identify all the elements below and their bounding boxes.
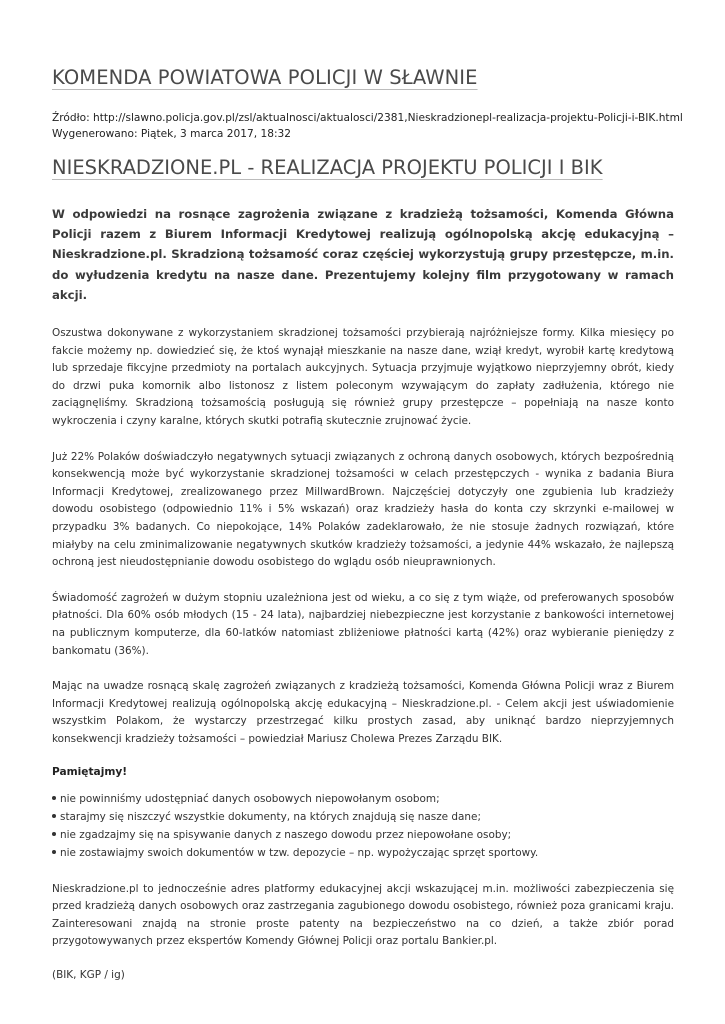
tip-text: starajmy się niszczyć wszystkie dokumenty, na których znajdują się nasze dane; xyxy=(60,811,481,824)
article-signature: (BIK, KGP / ig) xyxy=(52,969,125,982)
tip-text: nie zostawiajmy swoich dokumentów w tzw. depozycie – np. wypożyczając sprzęt sportowy. xyxy=(60,846,539,859)
tip-text: nie powinniśmy udostępniać danych osobowych niepowołanym osobom; xyxy=(60,793,440,806)
tip-item xyxy=(52,809,674,827)
article-paragraph-1: Oszustwa dokonywane z wykorzystaniem skradzionej tożsamości przybierają najróżniejsze formy. Kilka miesięcy po fakcie możemy np. dowiedzieć się, że ktoś wynajął mieszkanie na nasze dane, wziął kredyt, wyrobił kartę kredytową lub sprzedaje fikcyjne przedmioty na portalach aukcyjnych. Sytuacja przyjmuje wyjątkowo nieprzyjemny obrót, kiedy do drzwi puka komornik albo listonosz z listem poleconym wzywającym do zapłaty zadłużenia, którego nie zaciągnęliśmy. Skradzioną tożsamością posługują się również grupy przestępcze – popełniają na nasze konto wykroczenia i czyny karalne, których skutki potrafią skutecznie zrujnować życie. xyxy=(52,327,674,427)
bullet-icon xyxy=(52,796,56,800)
bullet-icon xyxy=(52,850,56,854)
site-title: KOMENDA POWIATOWA POLICJI W SŁAWNIE xyxy=(52,66,478,89)
article-title: NIESKRADZIONE.PL - REALIZACJA PROJEKTU POLICJI I BIK xyxy=(52,156,603,179)
article-closing: Nieskradzione.pl to jednocześnie adres platformy edukacyjnej akcji wskazującej m.in. możliwości zabezpieczenia się przed kradzieżą danych osobowych oraz zastrzegania zagubionego dowodu osobistego, również poza granicami kraju. Zainteresowani znajdą na stronie proste patenty na bezpieczeństwo na co dzień, a także zbiór porad przygotowywanych przez ekspertów Komendy Głównej Policji oraz portalu Bankier.pl. xyxy=(52,882,674,948)
article-paragraph-2: Już 22% Polaków doświadczyło negatywnych sytuacji związanych z ochroną danych osobowych, których bezpośrednią konsekwencją może być wykorzystanie skradzionej tożsamości w celach przestępczych - wynika z badania Biura Informacji Kredytowej, zrealizowanego przez MillwardBrown. Najczęściej dotyczyły one zgubienia lub kradzieży dowodu osobistego (odpowiednio 11% i 5% wskazań) oraz kradzieży hasła do konta czy skrzynki e-mailowej w przypadku 3% badanych. Co niepokojące, 14% Polaków zadeklarowało, że nie stosuje żadnych rozwiązań, które miałyby na celu zminimalizowanie negatywnych skutków kradzieży tożsamości, a jedynie 44% wskazało, że najlepszą ochroną jest nieudostępnianie dowodu osobistego do wglądu osób nieuprawnionych. xyxy=(52,450,674,569)
source-line: Źródło: http://slawno.policja.gov.pl/zsl/aktualnosci/aktualosci/2381,Nieskradzionepl-realizacja-projektu-Policji-i-BIK.html xyxy=(52,112,683,124)
tip-item xyxy=(52,845,674,863)
tip-item xyxy=(52,827,674,845)
meta-info xyxy=(52,110,683,142)
tips-list xyxy=(52,791,674,862)
tip-item xyxy=(52,791,674,809)
article-paragraph-4: Mając na uwadze rosnącą skalę zagrożeń związanych z kradzieżą tożsamości, Komenda Główna Policji wraz z Biurem Informacji Kredytowej realizują ogólnopolską akcję edukacyjną – Nieskradzione.pl. - Celem akcji jest uświadomienie wszystkim Polakom, że wystarczy przestrzegać kilku prostych zasad, aby uniknąć bardzo nieprzyjemnych konsekwencji kradzieży tożsamości – powiedział Mariusz Cholewa Prezes Zarządu BIK. xyxy=(52,680,674,745)
tip-text: nie zgadzajmy się na spisywanie danych z naszego dowodu przez niepowołane osoby; xyxy=(60,829,512,842)
generated-line: Wygenerowano: Piątek, 3 marca 2017, 18:32 xyxy=(52,128,292,140)
article-lead: W odpowiedzi na rosnące zagrożenia związane z kradzieżą tożsamości, Komenda Główna Policji razem z Biurem Informacji Kredytowej realizują ogólnopolską akcję edukacyjną – Nieskradzione.pl. Skradzioną tożsamość coraz częściej wykorzystują grupy przestępcze, m.in. do wyłudzenia kredytu na nasze dane. Prezentujemy kolejny film przygotowany w ramach akcji. xyxy=(52,207,674,302)
bullet-icon xyxy=(52,832,56,836)
remember-heading: Pamiętajmy! xyxy=(52,766,128,779)
bullet-icon xyxy=(52,814,56,818)
article-paragraph-3: Świadomość zagrożeń w dużym stopniu uzależniona jest od wieku, a co się z tym wiąże, od preferowanych sposobów płatności. Dla 60% osób młodych (15 - 24 lata), najbardziej niebezpieczne jest korzystanie z bankowości internetowej na publicznym komputerze, dla 60-latków natomiast zbliżeniowe płatności kartą (42%) oraz wybieranie pieniędzy z bankomatu (36%). xyxy=(52,591,674,657)
